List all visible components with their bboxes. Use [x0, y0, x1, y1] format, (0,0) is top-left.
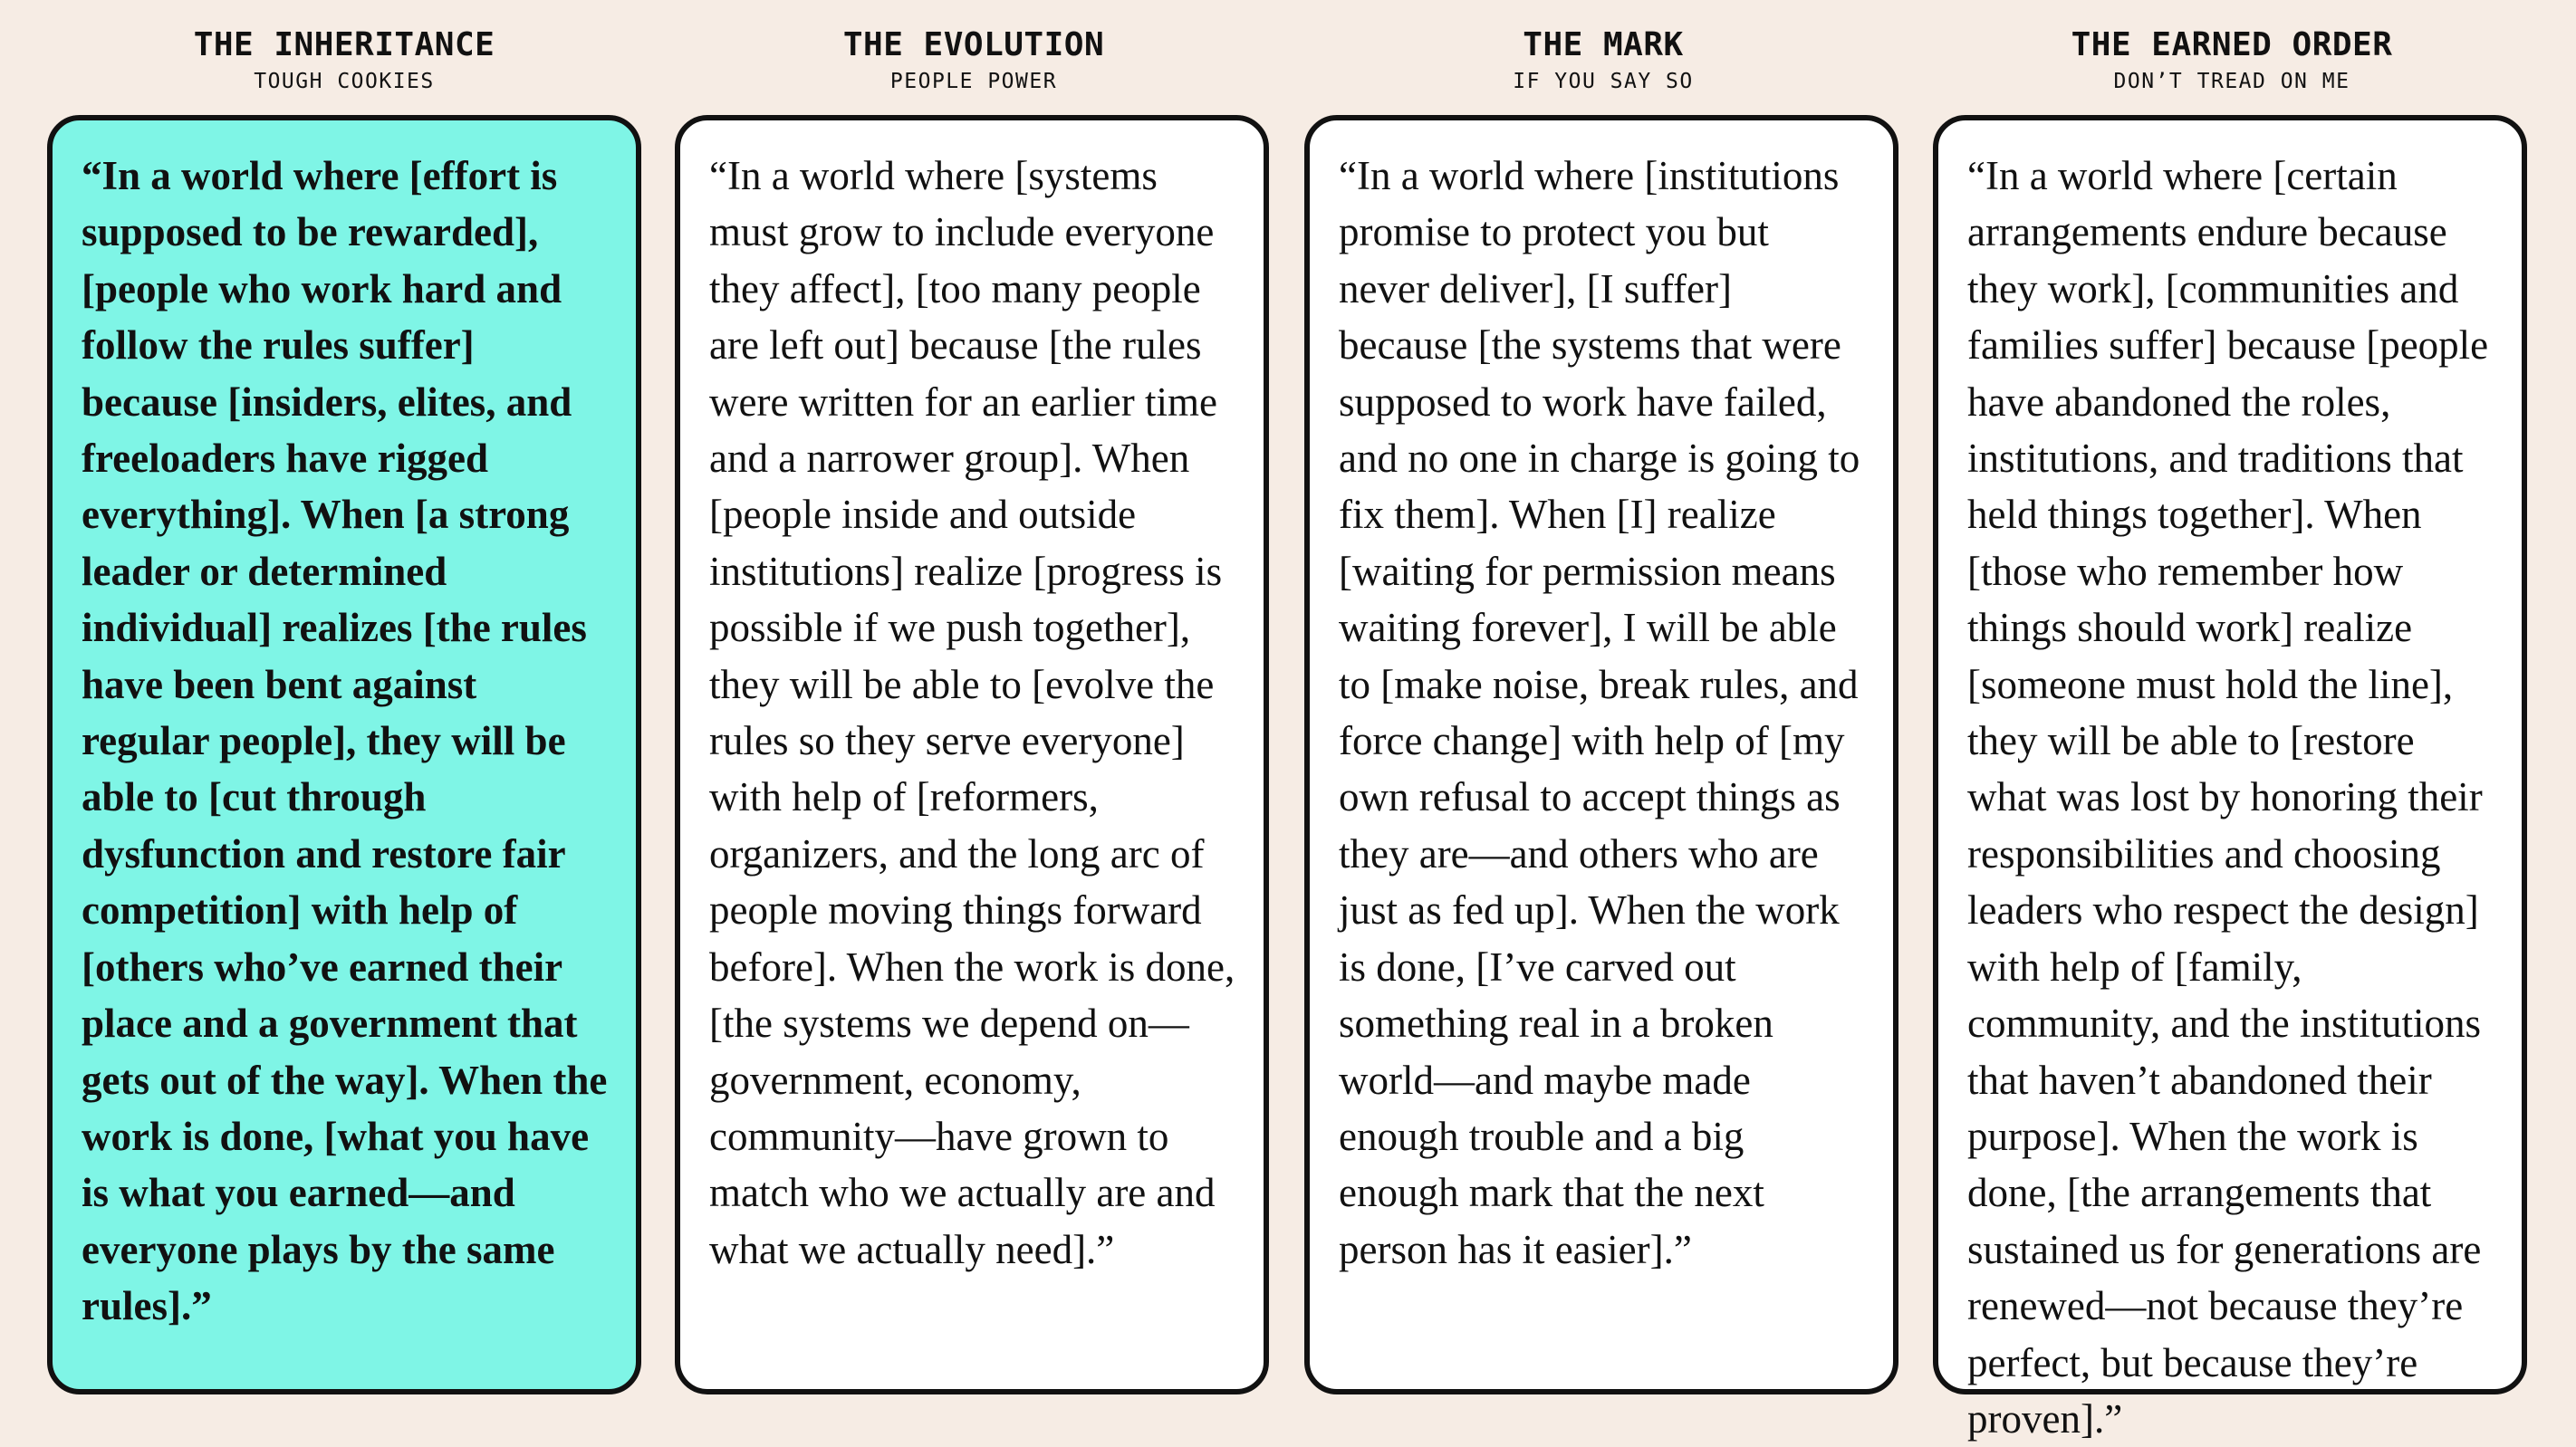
column-title: THE INHERITANCE: [193, 26, 495, 63]
archetype-card-evolution[interactable]: [675, 115, 1269, 1394]
archetype-quote: “In a world where [systems must grow to include everyone they affect], [too many people are left out] because [the rules were written for an earlier time and a narrower group]. When [people inside and outside institutions] realize [progress is possible if we push together], they will be able to [evolve the rules so they serve everyone] with help of [reformers, organizers, and the long arc of people moving things forward before]. When the work is done, [the systems we depend on—government, economy, community—have grown to match who we actually are and what we actually need].”: [709, 153, 1235, 1272]
column-subtitle: TOUGH COOKIES: [254, 70, 435, 93]
column-header-evolution: [675, 23, 1273, 95]
column-subtitle: IF YOU SAY SO: [1513, 70, 1694, 93]
archetype-card-earned-order[interactable]: [1933, 115, 2527, 1442]
column-title: THE MARK: [1523, 26, 1684, 63]
archetype-quote: “In a world where [certain arrangements endure because they work], [communities and families suffer] because [people have abandoned the roles, institutions, and traditions that held things together]. When [those who remember how things should work] realize [someone must hold the line], they will be able to [restore what was lost by honoring their responsibilities and choosing leaders who respect the design] with help of [family, community, and the institutions that haven’t abandoned their purpose]. When the work is done, [the arrangements that sustained us for generations are renewed—not because they’re perfect, but because they’re proven].”: [1967, 153, 2489, 1442]
column-title: THE EVOLUTION: [842, 26, 1105, 63]
archetype-quote: “In a world where [effort is supposed to be rewarded], [people who work hard and follow the rules suffer] because [insiders, elites, and freeloaders have rigged everything]. When [a strong leader or determined individual] realizes [the rules have been bent against regular people], they will be able to [cut through dysfunction and restore fair competition] with help of [others who’ve earned their place and a government that gets out of the way]. When the work is done, [what you have is what you earned—and everyone plays by the same rules].”: [82, 153, 608, 1329]
column-subtitle: PEOPLE POWER: [889, 70, 1058, 93]
column-title: THE EARNED ORDER: [2071, 26, 2393, 63]
column-subtitle: DON’T TREAD ON ME: [2113, 70, 2350, 93]
archetype-card-inheritance[interactable]: [47, 115, 641, 1394]
archetype-quote: “In a world where [institutions promise to protect you but never deliver], [I suffer] because [the systems that were supposed to work have failed, and no one in charge is going to fix them]. When [I] realize [waiting for permission means waiting forever], I will be able to [make noise, break rules, and force change] with help of [my own refusal to accept things as they are—and others who are just as fed up]. When the work is done, [I’ve carved out something real in a broken world—and maybe made enough trouble and a big enough mark that the next person has it easier].”: [1339, 153, 1860, 1272]
column-header-mark: [1304, 23, 1902, 95]
archetype-card-mark[interactable]: [1304, 115, 1898, 1394]
column-header-inheritance: [45, 23, 643, 95]
column-header-earned-order: [1933, 23, 2531, 95]
